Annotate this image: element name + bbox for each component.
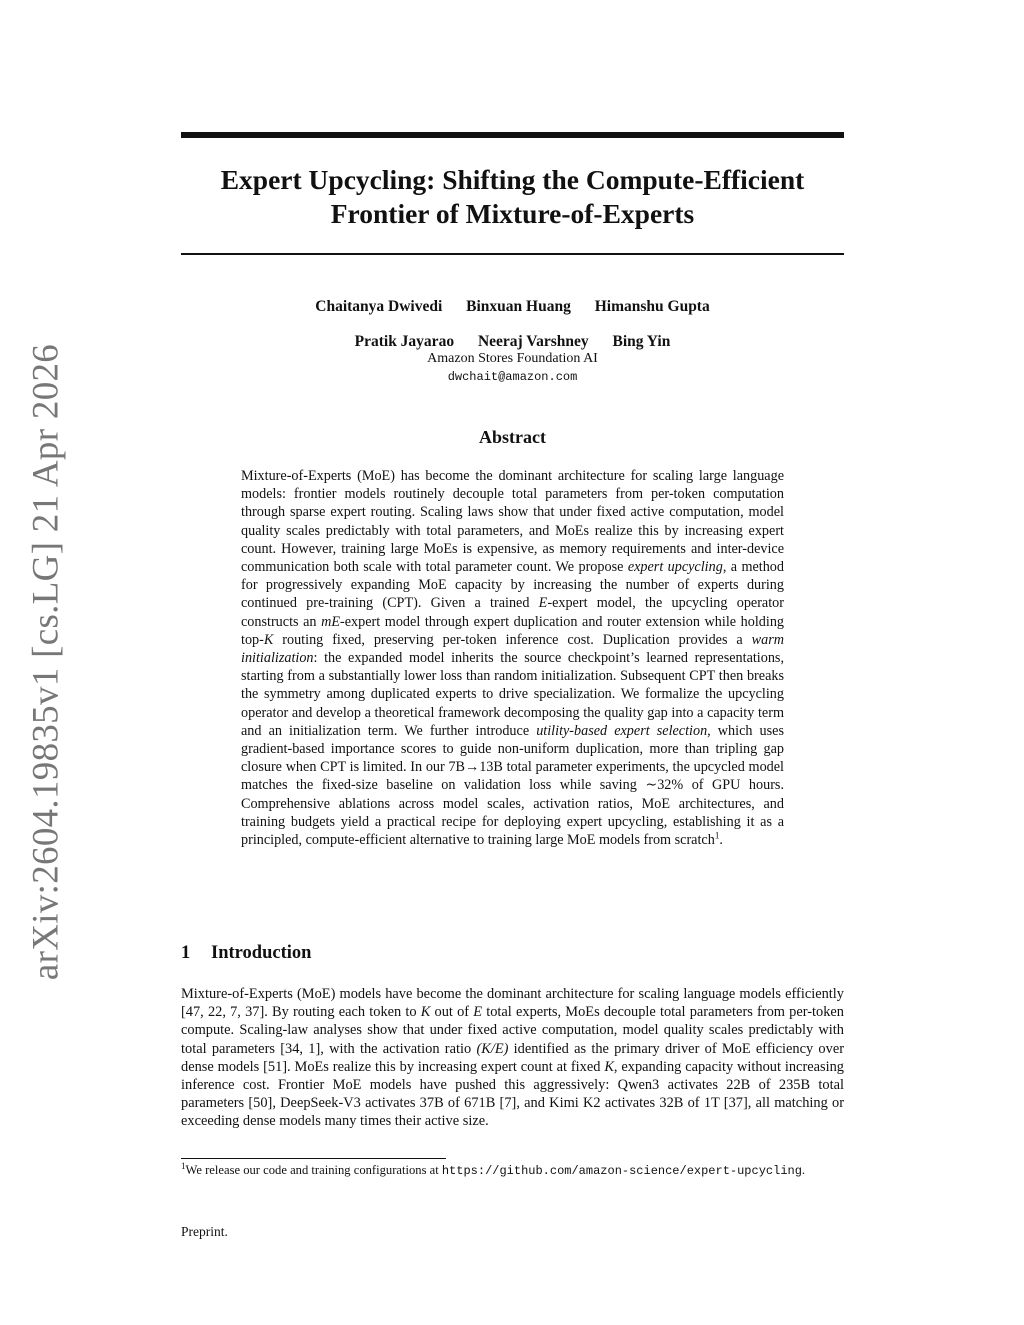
- author-name: Chaitanya Dwivedi: [315, 298, 443, 315]
- author-name: Neeraj Varshney: [477, 333, 589, 350]
- section-heading-introduction: 1 Introduction: [181, 943, 312, 963]
- author-name: Pratik Jayarao: [354, 333, 455, 350]
- paper-title: [181, 163, 844, 231]
- title-line-2: Frontier of Mixture-of-Experts: [330, 198, 695, 229]
- code-url-link[interactable]: https://github.com/amazon-science/expert-upcycling: [441, 1164, 802, 1178]
- footnote-rule: [181, 1158, 446, 1159]
- arxiv-stamp: arXiv:2604.19835v1 [cs.LG] 21 Apr 2026: [25, 343, 67, 981]
- title-line-1: Expert Upcycling: Shifting the Compute-Efficient: [220, 164, 805, 195]
- footnote: $^1$We release our code and training configurations at https://github.com/amazon-science/expert-upcycling.: [181, 1160, 806, 1178]
- preprint-label: Preprint.: [181, 1224, 228, 1239]
- author-name: Himanshu Gupta: [594, 298, 710, 315]
- author-name: Bing Yin: [612, 333, 671, 350]
- abstract-body: Mixture-of-Experts (MoE) has become the dominant architecture for scaling large language models: frontier models routinely decouple total parameters from per-token computation through sparse expert routing. Scaling laws show that under fixed active computation, model quality scales predictably with total parameters, and MoEs realize this by increasing expert count. However, training large MoEs is expensive, as memory requirements and inter-device communication both scale with total parameter count. We propose expert upcycling, a method for progressively expanding MoE capacity by increasing the number of experts during continued pre-training (CPT). Given a trained E-expert model, the upcycling operator constructs an mE-expert model through expert duplication and router extension while holding top-K routing fixed, preserving per-token inference cost. Duplication provides a warm initialization: the expanded model inherits the source checkpoint’s learned representations, starting from a substantially lower loss than random initialization. Subsequent CPT then breaks the symmetry among duplicated experts to drive specialization. We formalize the upcycling operator and develop a theoretical framework decomposing the quality gap into a capacity term and an initialization term. We further introduce utility-based expert selection, which uses gradient-based importance scores to guide non-uniform duplication, more than tripling gap closure when CPT is limited. In our 7B→13B total parameter experiments, the upcycled model matches the fixed-size baseline on validation loss while saving ∼32% of GPU hours. Comprehensive ablations across model scales, activation ratios, MoE architectures, and training budgets yield a practical recipe for deploying expert upcycling, establishing it as a principled, compute-efficient alternative to training large MoE models from scratch$^1$.: [241, 468, 785, 849]
- affiliation: Amazon Stores Foundation AI: [427, 351, 598, 366]
- author-email[interactable]: dwchait@amazon.com: [447, 370, 578, 384]
- abstract-heading: Abstract: [479, 427, 546, 447]
- footnote-marker[interactable]: 1: [714, 830, 720, 841]
- title-bottom-rule: [181, 253, 844, 255]
- title-top-rule: [181, 132, 844, 138]
- author-row-2: [181, 333, 844, 351]
- introduction-paragraph: Mixture-of-Experts (MoE) models have become the dominant architecture for scaling language models efficiently [47, 22, 7, 37]. By routing each token to K out of E total experts, MoEs decouple total parameters from per-token compute. Scaling-law analyses show that under fixed active computation, model quality scales predictably with total parameters [34, 1], with the activation ratio (K/E) identified as the primary driver of MoE efficiency over dense models [51]. MoEs realize this by increasing expert count at fixed K, expanding capacity without increasing inference cost. Frontier MoE models have pushed this aggressively: Qwen3 activates 22B of 235B total parameters [50], DeepSeek-V3 activates 37B of 671B [7], and Kimi K2 activates 32B of 1T [37], all matching or exceeding dense models many times their active size.: [181, 986, 845, 1130]
- author-name: Binxuan Huang: [466, 298, 571, 315]
- author-row-1: [181, 298, 844, 316]
